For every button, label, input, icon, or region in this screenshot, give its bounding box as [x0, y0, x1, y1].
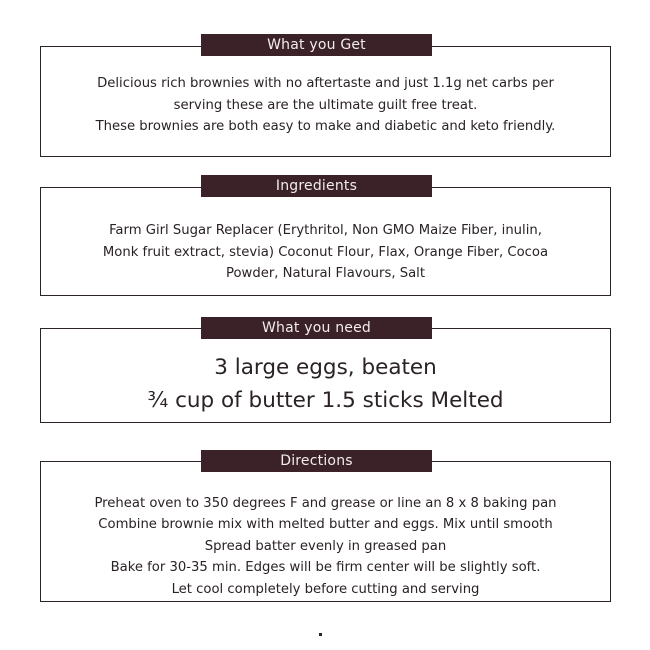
- what-you-get-box: [40, 46, 611, 157]
- what-you-get-heading: What you Get: [201, 34, 432, 56]
- what-you-need-box: [40, 328, 611, 423]
- ingredients-heading: Ingredients: [201, 175, 432, 197]
- directions-box: [40, 461, 611, 602]
- directions-line: Spread batter evenly in greased pan: [204, 538, 447, 554]
- ingredients-box: [40, 187, 611, 296]
- directions-line: Bake for 30-35 min. Edges will be firm center will be slightly soft.: [110, 560, 541, 576]
- ingredients-line: Powder, Natural Flavours, Salt: [226, 266, 425, 281]
- directions-line: Combine brownie mix with melted butter and eggs. Mix until smooth: [98, 517, 553, 533]
- what-you-need-line: 3 large eggs, beaten: [214, 355, 437, 380]
- ingredients-line: Farm Girl Sugar Replacer (Erythritol, Non GMO Maize Fiber, inulin,: [109, 223, 542, 238]
- what-you-get-line: Delicious rich brownies with no aftertaste and just 1.1g net carbs per: [97, 76, 554, 91]
- what-you-get-line: serving these are the ultimate guilt free treat.: [173, 97, 478, 113]
- decorative-dot: [319, 633, 322, 636]
- directions-line: Preheat oven to 350 degrees F and grease or line an 8 x 8 baking pan: [94, 496, 557, 511]
- what-you-need-line: ¾ cup of butter 1.5 sticks Melted: [147, 388, 504, 413]
- directions-line: Let cool completely before cutting and serving: [171, 581, 480, 597]
- what-you-need-heading: What you need: [201, 317, 432, 339]
- what-you-get-line: These brownies are both easy to make and diabetic and keto friendly.: [95, 119, 556, 134]
- ingredients-line: Monk fruit extract, stevia) Coconut Flour, Flax, Orange Fiber, Cocoa: [102, 244, 549, 260]
- directions-heading: Directions: [201, 450, 432, 472]
